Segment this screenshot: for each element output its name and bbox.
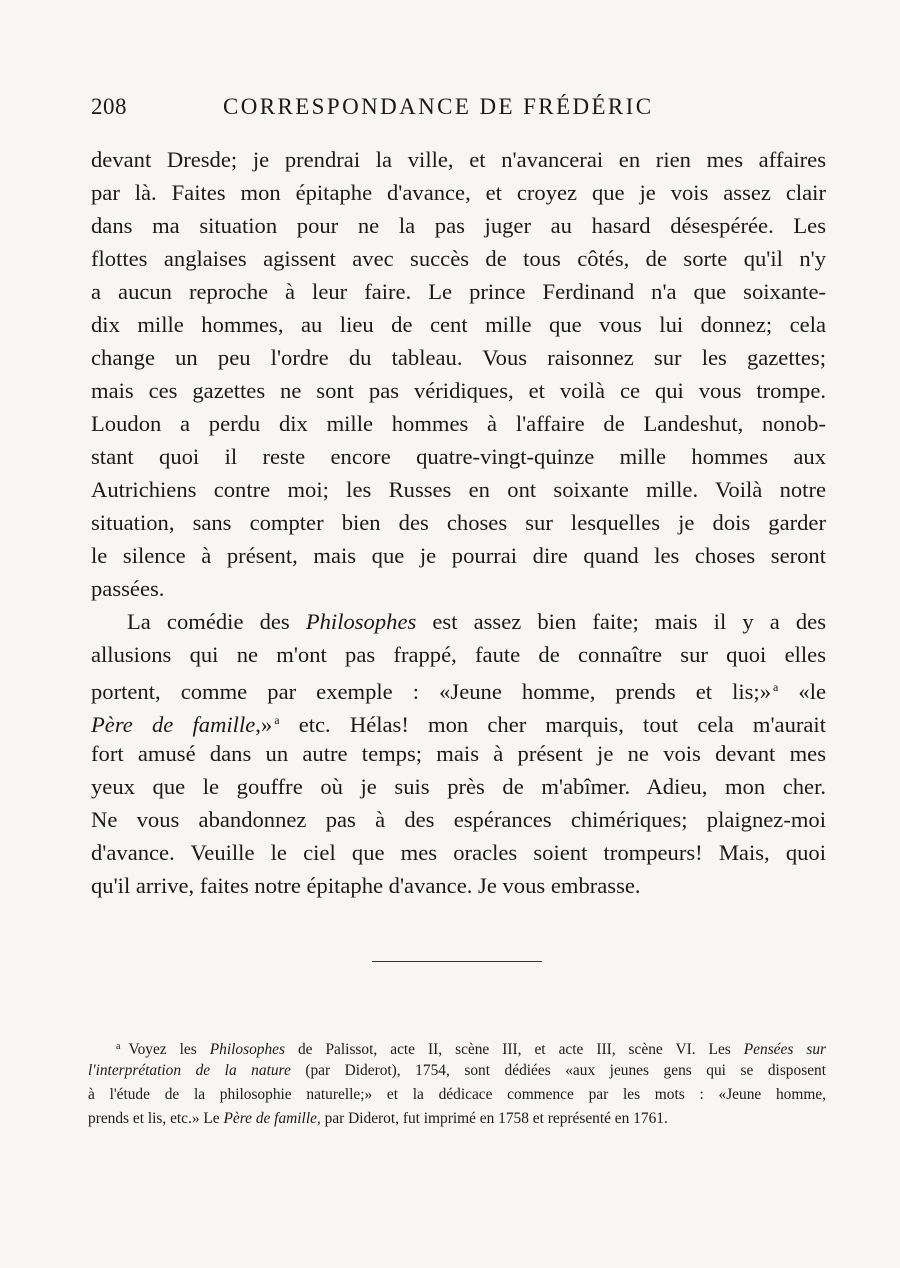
page-header xyxy=(91,94,826,128)
text-line: devant Dresde; je prendrai la ville, et n'avancerai en rien mes affaires xyxy=(91,147,826,172)
text-line: passées. xyxy=(91,576,165,601)
text-line: fort amusé dans un autre temps; mais à présent je ne vois devant mes xyxy=(91,741,826,766)
text-line: par là. Faites mon épitaphe d'avance, et croyez que je vois assez clair xyxy=(91,180,826,205)
footnote-line xyxy=(88,1107,826,1131)
text-run: ,» xyxy=(255,712,273,737)
footnote-line: à l'étude de la philosophie naturelle;» et la dédicace commence par les mots : «Jeune homme, xyxy=(88,1086,826,1103)
text-line: allusions qui ne m'ont pas frappé, faute de connaître sur quoi elles xyxy=(91,642,826,667)
text-line: Autrichiens contre moi; les Russes en ont soixante mille. Voilà notre xyxy=(91,477,826,502)
text-line: Ne vous abandonnez pas à des espérances chimériques; plaignez-moi xyxy=(91,807,826,832)
text-run: de Palissot, acte II, scène III, et acte III, scène VI. Les xyxy=(284,1041,744,1058)
text-run: portent, comme par exemple : «Jeune homme, prends et lis;» xyxy=(91,679,771,704)
text-run: Voyez les xyxy=(128,1041,210,1058)
footnote-line xyxy=(88,1035,826,1059)
text-line: Loudon a perdu dix mille hommes à l'affaire de Landeshut, nonob- xyxy=(91,411,826,436)
text-run: (par Diderot), 1754, sont dédiées «aux jeunes gens qui se disposent xyxy=(290,1062,826,1079)
text-line: situation, sans compter bien des choses sur lesquelles je dois garder xyxy=(91,510,826,535)
text-line xyxy=(91,605,826,638)
text-line: d'avance. Veuille le ciel que mes oracles soient trompeurs! Mais, quoi xyxy=(91,840,826,865)
footnote-mark: a xyxy=(116,1041,121,1052)
text-line xyxy=(91,671,826,704)
text-run: par Diderot, fut imprimé en 1758 et représenté en 1761. xyxy=(320,1110,668,1127)
text-run: est assez bien faite; mais il y a des xyxy=(416,609,826,634)
footnote-ref: a xyxy=(773,680,779,694)
text-line: flottes anglaises agissent avec succès de tous côtés, de sorte qu'il n'y xyxy=(91,246,826,271)
text-line: stant quoi il reste encore quatre-vingt-quinze mille hommes aux xyxy=(91,444,826,469)
text-line: change un peu l'ordre du tableau. Vous raisonnez sur les gazettes; xyxy=(91,345,826,370)
italic-title: Père de famille, xyxy=(223,1110,321,1127)
footnote-ref: a xyxy=(274,713,280,727)
text-line: dans ma situation pour ne la pas juger au hasard désespérée. Les xyxy=(91,213,826,238)
text-line: qu'il arrive, faites notre épitaphe d'avance. Je vous embrasse. xyxy=(91,873,641,898)
letter-text xyxy=(91,143,826,902)
italic-title: Philosophes xyxy=(305,609,417,634)
page-number: 208 xyxy=(91,94,127,119)
italic-title: l'interprétation de la nature xyxy=(88,1062,291,1079)
footnote-line xyxy=(88,1059,826,1083)
italic-title: Pensées sur xyxy=(743,1041,827,1058)
running-title: CORRESPONDANCE DE FRÉDÉRIC xyxy=(223,94,654,119)
text-line xyxy=(91,704,826,737)
text-line: a aucun reproche à leur faire. Le prince Ferdinand n'a que soixante- xyxy=(91,279,826,304)
text-run: «le xyxy=(778,679,826,704)
separator-rule xyxy=(372,961,542,962)
text-run: prends et lis, etc.» Le xyxy=(88,1110,224,1127)
text-run: La comédie des xyxy=(127,609,306,634)
text-line: yeux que le gouffre où je suis près de m'abîmer. Adieu, mon cher. xyxy=(91,774,826,799)
italic-title: Père de famille xyxy=(91,712,256,737)
text-line: mais ces gazettes ne sont pas véridiques, et voilà ce qui vous trompe. xyxy=(91,378,826,403)
text-line: le silence à présent, mais que je pourrai dire quand les choses seront xyxy=(91,543,826,568)
text-run: etc. Hélas! mon cher marquis, tout cela m'aurait xyxy=(279,712,826,737)
italic-title: Philosophes xyxy=(209,1041,285,1058)
footnotes xyxy=(88,1035,826,1131)
text-line: dix mille hommes, au lieu de cent mille que vous lui donnez; cela xyxy=(91,312,826,337)
